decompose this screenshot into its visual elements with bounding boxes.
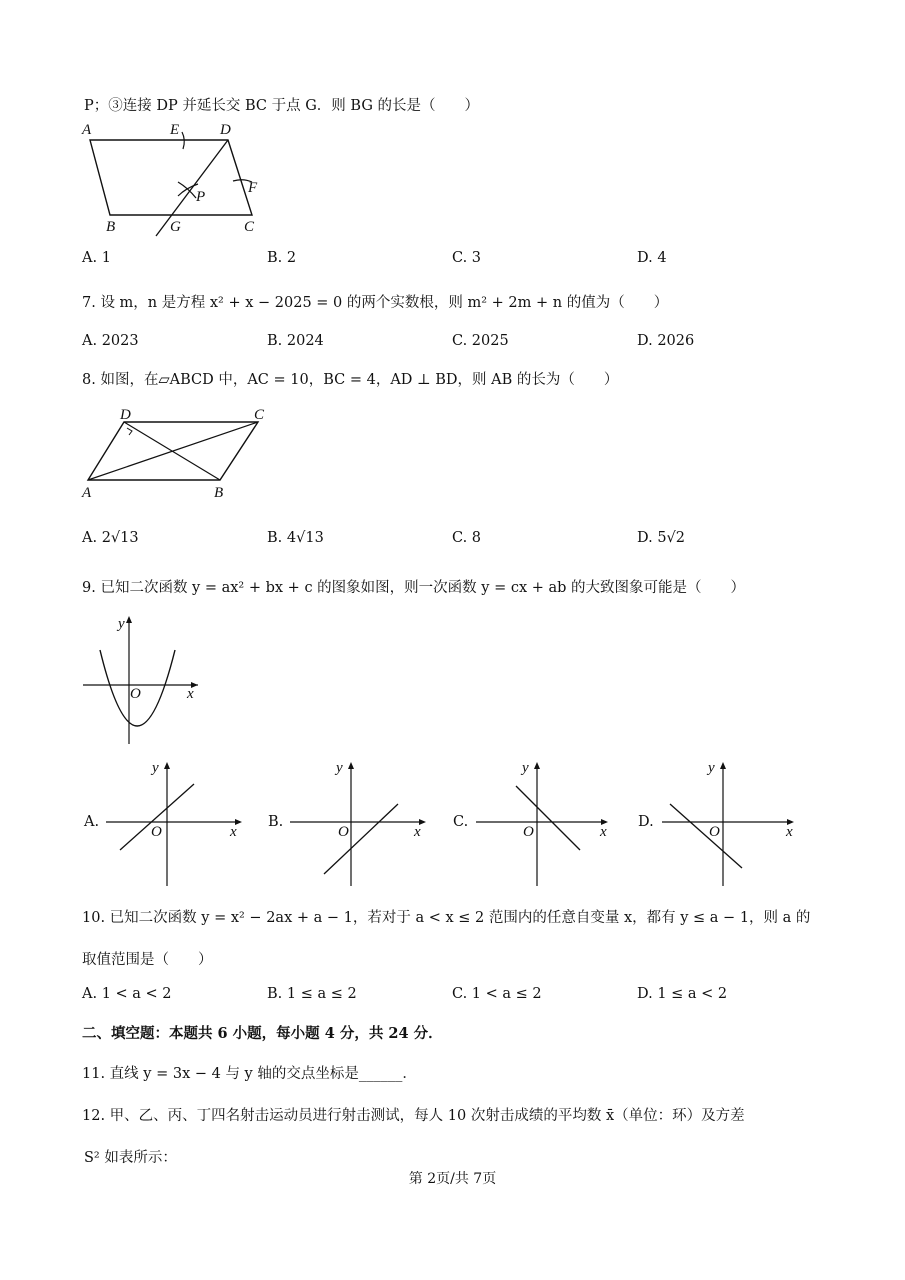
q9a-x-label: x bbox=[230, 824, 237, 840]
q9-option-c-letter: C. bbox=[453, 814, 469, 830]
q10-option-a: A. 1 < a < 2 bbox=[82, 986, 172, 1002]
q9a-origin-label: O bbox=[151, 824, 162, 840]
q10-text-line2: 取值范围是（ ） bbox=[82, 952, 213, 968]
q12-text-line1: 12. 甲、乙、丙、丁四名射击运动员进行射击测试，每人 10 次射击成绩的平均数 x̄（单位：环）及方差 bbox=[82, 1108, 745, 1124]
q8-label-a: A bbox=[82, 485, 92, 501]
q8-text: 8. 如图，在▱ABCD 中，AC = 10，BC = 4，AD ⊥ BD，则 AB 的长为（ ） bbox=[82, 372, 619, 388]
q9a-y-label: y bbox=[152, 760, 159, 776]
q12-text-line2: S² 如表所示： bbox=[84, 1150, 177, 1166]
q9-origin-label: O bbox=[130, 686, 141, 702]
q11-text: 11. 直线 y = 3x − 4 与 y 轴的交点坐标是______． bbox=[82, 1066, 417, 1082]
q7-option-d: D. 2026 bbox=[637, 333, 695, 349]
q8-option-b: B. 4√13 bbox=[267, 530, 324, 546]
q7-option-a: A. 2023 bbox=[82, 333, 139, 349]
q8-label-b: B bbox=[214, 485, 224, 501]
q6-option-d: D. 4 bbox=[637, 250, 667, 266]
q7-text: 7. 设 m，n 是方程 x² + x − 2025 = 0 的两个实数根，则 m² + 2m + n 的值为（ ） bbox=[82, 295, 669, 311]
q6-label-p: P bbox=[196, 189, 206, 205]
q7-option-b: B. 2024 bbox=[267, 333, 324, 349]
q10-option-d: D. 1 ≤ a < 2 bbox=[637, 986, 728, 1002]
q6-label-e: E bbox=[170, 122, 180, 138]
q10-option-c: C. 1 < a ≤ 2 bbox=[452, 986, 542, 1002]
q9-x-label: x bbox=[187, 686, 194, 702]
q6-parallelogram-figure bbox=[80, 118, 280, 240]
q9c-x-label: x bbox=[600, 824, 607, 840]
q8-option-a: A. 2√13 bbox=[82, 530, 139, 546]
q6-text: P；③连接 DP 并延长交 BC 于点 G．则 BG 的长是（ ） bbox=[84, 98, 480, 114]
q9b-origin-label: O bbox=[338, 824, 349, 840]
q9-option-b-letter: B. bbox=[268, 814, 284, 830]
q10-text-line1: 10. 已知二次函数 y = x² − 2ax + a − 1，若对于 a < x ≤ 2 范围内的任意自变量 x，都有 y ≤ a − 1，则 a 的 bbox=[82, 910, 811, 926]
q9b-x-label: x bbox=[414, 824, 421, 840]
q9b-y-label: y bbox=[336, 760, 343, 776]
q9d-x-label: x bbox=[786, 824, 793, 840]
q6-label-g: G bbox=[170, 219, 181, 235]
q9-option-c-graph bbox=[472, 756, 617, 890]
section2-heading: 二、填空题：本题共 6 小题，每小题 4 分，共 24 分． bbox=[82, 1025, 443, 1042]
q9-option-a-graph bbox=[102, 756, 247, 890]
q8-label-c: C bbox=[254, 407, 265, 423]
q6-label-b: B bbox=[106, 219, 116, 235]
q9-y-label: y bbox=[118, 616, 125, 632]
q6-option-a: A. 1 bbox=[82, 250, 111, 266]
q9-parabola-graph bbox=[80, 612, 205, 747]
q9-text: 9. 已知二次函数 y = ax² + bx + c 的图象如图，则一次函数 y = cx + ab 的大致图象可能是（ ） bbox=[82, 580, 746, 596]
q8-option-c: C. 8 bbox=[452, 530, 482, 546]
q9d-origin-label: O bbox=[709, 824, 720, 840]
q10-option-b: B. 1 ≤ a ≤ 2 bbox=[267, 986, 357, 1002]
q9-option-d-graph bbox=[658, 756, 803, 890]
q8-label-d: D bbox=[120, 407, 131, 423]
q8-option-d: D. 5√2 bbox=[637, 530, 686, 546]
q9c-origin-label: O bbox=[523, 824, 534, 840]
q6-option-b: B. 2 bbox=[267, 250, 297, 266]
q9-option-d-letter: D. bbox=[638, 814, 654, 830]
q9c-y-label: y bbox=[522, 760, 529, 776]
q6-label-c: C bbox=[244, 219, 255, 235]
q7-option-c: C. 2025 bbox=[452, 333, 509, 349]
q6-label-f: F bbox=[248, 180, 258, 196]
q6-label-d: D bbox=[220, 122, 231, 138]
q8-parallelogram-figure bbox=[80, 402, 280, 502]
q6-option-c: C. 3 bbox=[452, 250, 482, 266]
page-footer: 第 2页/共 7页 bbox=[408, 1171, 497, 1187]
q9-option-b-graph bbox=[286, 756, 431, 890]
q9-option-a-letter: A. bbox=[84, 814, 100, 830]
q6-label-a: A bbox=[82, 122, 92, 138]
q9d-y-label: y bbox=[708, 760, 715, 776]
